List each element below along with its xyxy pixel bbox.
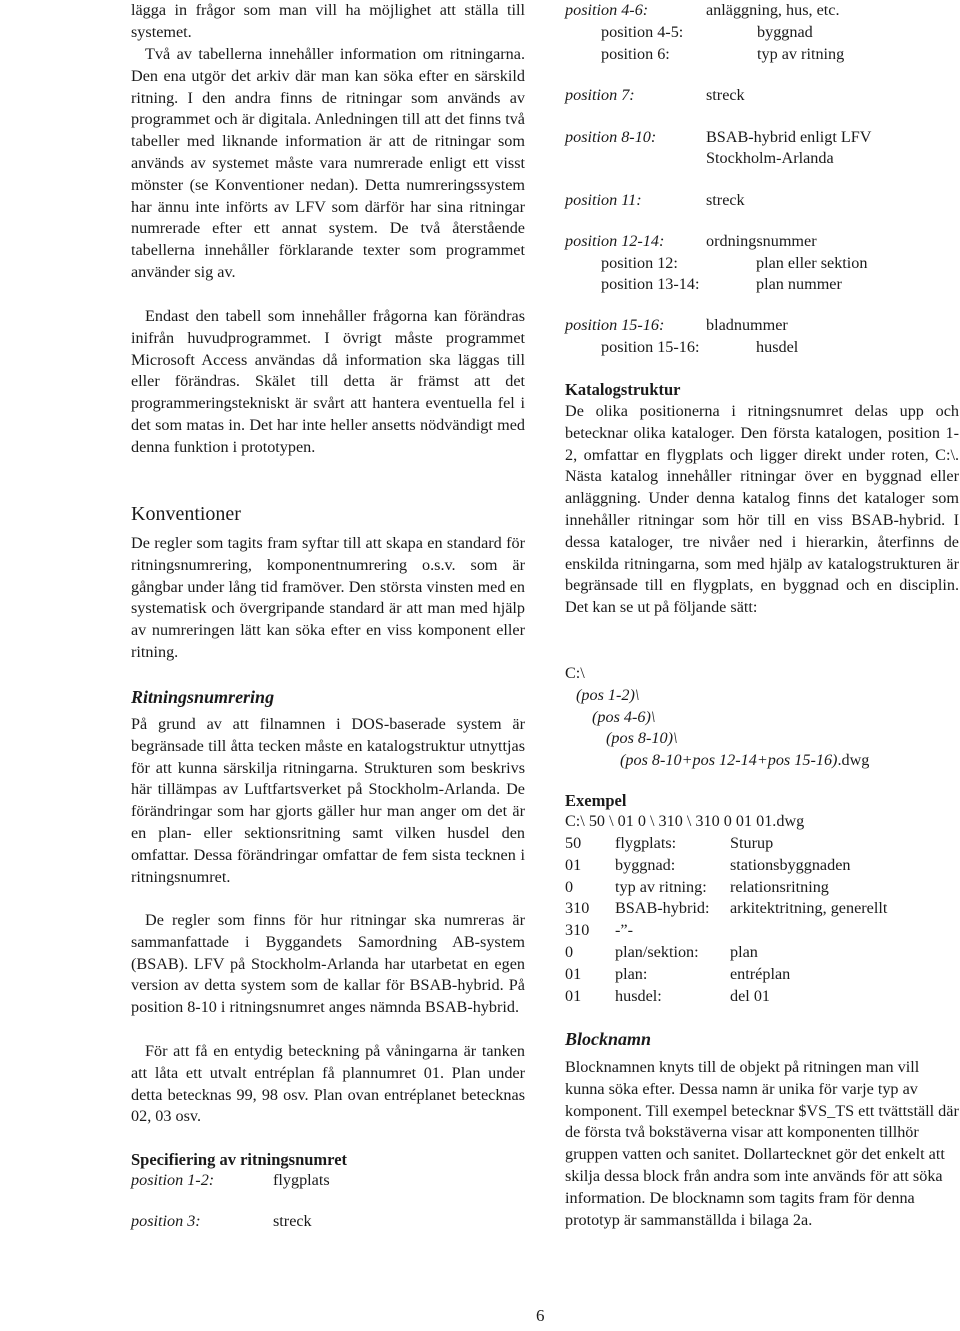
- paragraph-intro-end: lägga in frågor som man vill ha möjlighet att ställa till systemet.: [131, 1, 525, 41]
- position-label: position 15-16:: [565, 316, 665, 334]
- exempel-cell: flygplats:: [615, 834, 677, 852]
- paragraph-blocknamn: Blocknamnen knyts till de objekt på ritningen man vill kunna söka efter. Dessa namn är unika för varje typ av komponent. Till exempel betecknar $VS_TS ett tvättställ där de första två bokstäverna visar att komponenten tillhör gruppen vatten och sanitet. Dollartecknet gör det enkelt att skilja dessa block från andra som inte används för att söka information. De blocknamn som tagits fram för denna prototyp är sammanställda i bilaga 2a.: [565, 1058, 959, 1229]
- position-row: [565, 85, 745, 107]
- paragraph-konventioner: De regler som tagits fram syftar till att skapa en standard för ritningsnumrering, komponentnumrering o.s.v. som är gångbar under lång tid framöver. Den största vinsten med en systematisk och övergripande standard är att man med hjälp av numreringen lätt kan söka efter en viss komponent eller ritning.: [131, 534, 525, 661]
- tree-level-2: (pos 4-6)\: [592, 707, 656, 726]
- position-label: position 7:: [565, 86, 635, 104]
- tree-extension: .dwg: [837, 751, 870, 770]
- position-row: [601, 22, 813, 44]
- exempel-cell: 01: [565, 855, 582, 874]
- position-row: [565, 315, 788, 337]
- position-label: position 12:: [601, 254, 678, 272]
- exempel-row: [565, 986, 887, 1008]
- exempel-row: [565, 898, 887, 920]
- exempel-cell: plan/sektion:: [615, 942, 699, 961]
- position-value: typ av ritning: [757, 45, 845, 63]
- position-row: [601, 274, 842, 296]
- position-row: [565, 148, 834, 170]
- exempel-row: [565, 964, 887, 986]
- position-value: bladnummer: [706, 316, 788, 334]
- position-value: streck: [706, 191, 745, 209]
- position-label: [565, 148, 706, 170]
- paragraph-dos: På grund av att filnamnen i DOS-baserade system är begränsade till åtta tecken måste en katalogstruktur utnyttjas för att kunna särskilja ritningarna. Strukturen som beskrivs här tillämpas av Luftfartsverket på Stockholm-Arlanda. De förändringar som har gjorts gäller hur man anger om det är en plan- eller sektionsritning samt vilken husdel den omfattar. Dessa förändringar omfattar de fem sista tecknen i ritningsnumret.: [131, 715, 525, 886]
- exempel-cell: 310: [565, 899, 590, 918]
- exempel-cell: 01: [565, 986, 582, 1005]
- exempel-cell: Sturup: [730, 834, 774, 852]
- spec-value: flygplats: [273, 1171, 330, 1189]
- position-row: [601, 253, 867, 275]
- exempel-cell: stationsbyggnaden: [730, 855, 851, 874]
- position-row: [601, 44, 844, 66]
- paragraph-tabeller: Två av tabellerna innehåller information om ritningarna. Den ena utgör det arkiv där man kan söka efter en särskild ritning. I den andra finns de ritningar som används av programmet och är digitala. Anledningen till att det finns två tabeller med liknande information är att de ritningar som används av systemet måste vara numrerade enligt ett visst mönster (se Konventioner nedan). Detta numreringssystem har ännu inte införts av LFV som därför har sina ritningar numrerade efter ett annat system. De två återstående tabellerna innehåller förklarande texter som programmet använder sig av.: [131, 45, 525, 281]
- position-value: plan nummer: [756, 275, 842, 293]
- heading-konventioner: Konventioner: [131, 503, 241, 525]
- position-label: position 12-14:: [565, 232, 665, 250]
- position-value: streck: [706, 86, 745, 104]
- exempel-cell: 310: [565, 921, 590, 940]
- position-label: position 6:: [601, 45, 670, 63]
- position-row: [565, 231, 817, 253]
- position-value: Stockholm-Arlanda: [706, 149, 834, 167]
- exempel-row: [565, 833, 887, 855]
- position-label: position 11:: [565, 191, 642, 209]
- exempel-cell: husdel:: [615, 986, 662, 1005]
- exempel-row: [565, 920, 887, 942]
- exempel-row: [565, 877, 887, 899]
- position-value: anläggning, hus, etc.: [706, 1, 840, 19]
- exempel-cell: entréplan: [730, 964, 791, 983]
- exempel-path: C:\ 50 \ 01 0 \ 310 \ 310 0 01 01.dwg: [565, 812, 805, 830]
- exempel-row: [565, 855, 887, 877]
- position-row: [565, 0, 840, 22]
- exempel-cell: 50: [565, 834, 582, 852]
- spec-row: [131, 1170, 330, 1192]
- position-row: [601, 337, 798, 359]
- exempel-cell: arkitektritning, generellt: [730, 899, 888, 918]
- heading-exempel: Exempel: [565, 791, 627, 810]
- tree-root: C:\: [565, 664, 585, 682]
- exempel-cell: -”-: [615, 921, 633, 940]
- exempel-table: [565, 833, 887, 1007]
- heading-specifiering: Specifiering av ritningsnumret: [131, 1150, 348, 1169]
- position-row: [565, 127, 871, 149]
- tree-level-3: (pos 8-10)\: [606, 729, 678, 748]
- tree-filename: (pos 8-10+pos 12-14+pos 15-16): [620, 751, 838, 770]
- heading-ritningsnumrering: Ritningsnumrering: [131, 687, 275, 707]
- position-label: position 13-14:: [601, 275, 700, 293]
- position-value: ordningsnummer: [706, 232, 817, 250]
- position-value: byggnad: [757, 23, 813, 41]
- exempel-cell: typ av ritning:: [615, 877, 707, 896]
- spec-label: position 1-2:: [131, 1171, 215, 1189]
- exempel-cell: BSAB-hybrid:: [615, 899, 710, 918]
- position-label: position 15-16:: [601, 338, 700, 356]
- position-value: plan eller sektion: [756, 254, 868, 272]
- paragraph-vaningar: För att få en entydig beteckning på våningarna är tanken att låta ett utvalt entréplan få plannumret 01. Plan under detta betecknas 99, 98 osv. Plan ovan entréplanet betecknas 02, 03 osv.: [131, 1042, 525, 1126]
- exempel-cell: relationsritning: [730, 877, 829, 896]
- exempel-row: [565, 942, 887, 964]
- exempel-cell: 0: [565, 877, 574, 896]
- exempel-cell: 0: [565, 942, 574, 961]
- tree-level-1: (pos 1-2)\: [576, 685, 640, 704]
- spec-label: position 3:: [131, 1212, 201, 1230]
- page-number: 6: [536, 1306, 545, 1325]
- exempel-cell: plan:: [615, 964, 648, 983]
- exempel-cell: byggnad:: [615, 855, 676, 874]
- position-row: [565, 190, 745, 212]
- paragraph-huvudprogram: Endast den tabell som innehåller frågorna kan förändras inifrån huvudprogrammet. I övrigt måste programmet Microsoft Access användas då information ska läggas till eller förändras. Skälet till detta är främst att det programmeringstekniskt är svårt att hantera eventuella fel i det som matas in. Det har inte heller ansetts nödvändigt med denna funktion i prototypen.: [131, 307, 525, 456]
- position-label: position 4-5:: [601, 23, 684, 41]
- position-label: position 8-10:: [565, 128, 657, 146]
- spec-value: streck: [273, 1212, 312, 1230]
- exempel-cell: plan: [730, 942, 758, 961]
- position-value: husdel: [756, 338, 799, 356]
- position-value: BSAB-hybrid enligt LFV: [706, 128, 872, 146]
- exempel-cell: del 01: [730, 986, 771, 1005]
- heading-blocknamn: Blocknamn: [565, 1029, 652, 1049]
- position-label: position 4-6:: [565, 1, 649, 19]
- spec-row: [131, 1211, 312, 1233]
- directory-tree: [565, 663, 869, 772]
- exempel-cell: 01: [565, 964, 582, 983]
- paragraph-katalogstruktur: De olika positionerna i ritningsnumret delas upp och betecknar olika kataloger. Den första katalogen, position 1-2, omfattar en flygplats och ligger direkt under roten, C:\. Nästa katalog innehåller ritningar över en byggnad eller anläggning. Under denna katalog finns det kataloger som innehåller ritningar som hör till en viss BSAB-hybrid. I dessa kataloger, tre nivåer ned i hierarkin, återfinns de enskilda ritningarna, som med hjälp av katalogstrukturen är begränsade till en flygplats, en byggnad och en disciplin. Det kan se ut på följande sätt:: [565, 402, 959, 617]
- paragraph-bsab: De regler som finns för hur ritningar ska numreras är sammanfattade i Byggandets Samordning AB-system (BSAB). LFV på Stockholm-Arlanda har utarbetat en egen version av detta system som de kallar för BSAB-hybrid. På position 8-10 i ritningsnumret anges nämnda BSAB-hybrid.: [131, 911, 525, 1017]
- tree-level-4: [565, 750, 869, 772]
- heading-katalogstruktur: Katalogstruktur: [565, 380, 681, 399]
